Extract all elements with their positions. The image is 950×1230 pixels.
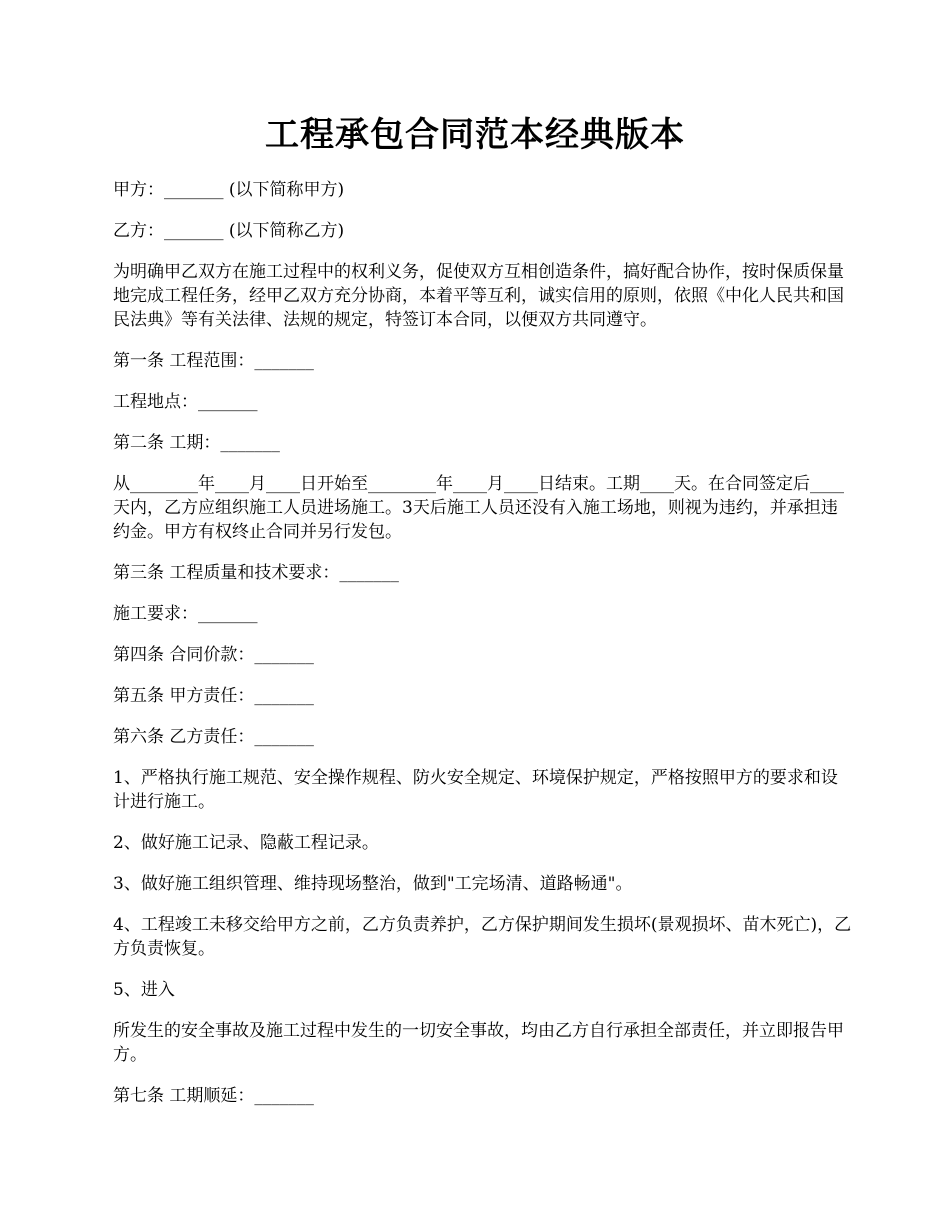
duty-item-3: 3、做好施工组织管理、维持现场整治，做到"工完场清、道路畅通"。 <box>113 874 633 894</box>
duty-item-5: 5、进入 <box>113 980 175 1000</box>
article-1-scope: 第一条 工程范围：_______ <box>113 351 314 371</box>
article-3-quality: 第三条 工程质量和技术要求：_______ <box>113 563 399 583</box>
period-details: 从________年____月____日开始至________年____月____日结束。工期____天。在合同签定后____天内，乙方应组织施工人员进场施工。3天后施工人员还没有入施工场地，则视为违约，并承担违约金。甲方有权终止合同并另行发包。 <box>113 474 844 542</box>
document-body <box>113 178 853 1125</box>
duty-item-1: 1、严格执行施工规范、安全操作规程、防火安全规定、环境保护规定，严格按照甲方的要求和设计进行施工。 <box>113 768 838 812</box>
article-6-party-b-duties: 第六条 乙方责任：_______ <box>113 727 314 747</box>
article-4-price: 第四条 合同价款：_______ <box>113 645 314 665</box>
article-5-party-a-duties: 第五条 甲方责任：_______ <box>113 686 314 706</box>
construction-requirements: 施工要求：_______ <box>113 604 258 624</box>
duty-item-2: 2、做好施工记录、隐蔽工程记录。 <box>113 833 379 853</box>
preamble-paragraph: 为明确甲乙双方在施工过程中的权利义务，促使双方互相创造条件，搞好配合协作，按时保质保量地完成工程任务，经甲乙双方充分协商，本着平等互利，诚实信用的原则，依照《中化人民共和国民法典》等有关法律、法规的规定，特签订本合同，以便双方共同遵守。 <box>113 262 844 330</box>
safety-liability-paragraph: 所发生的安全事故及施工过程中发生的一切安全事故，均由乙方自行承担全部责任，并立即报告甲方。 <box>113 1021 844 1065</box>
article-2-period: 第二条 工期：_______ <box>113 433 280 453</box>
party-b-line: 乙方：_______ (以下简称乙方) <box>113 221 345 241</box>
project-location: 工程地点：_______ <box>113 392 258 412</box>
document-title: 工程承包合同范本经典版本 <box>265 115 685 155</box>
article-7-extension: 第七条 工期顺延：_______ <box>113 1086 314 1106</box>
duty-item-4: 4、工程竣工未移交给甲方之前，乙方负责养护，乙方保护期间发生损坏(景观损坏、苗木死亡)，乙方负责恢复。 <box>113 915 852 959</box>
party-a-line: 甲方：_______ (以下简称甲方) <box>113 180 345 200</box>
